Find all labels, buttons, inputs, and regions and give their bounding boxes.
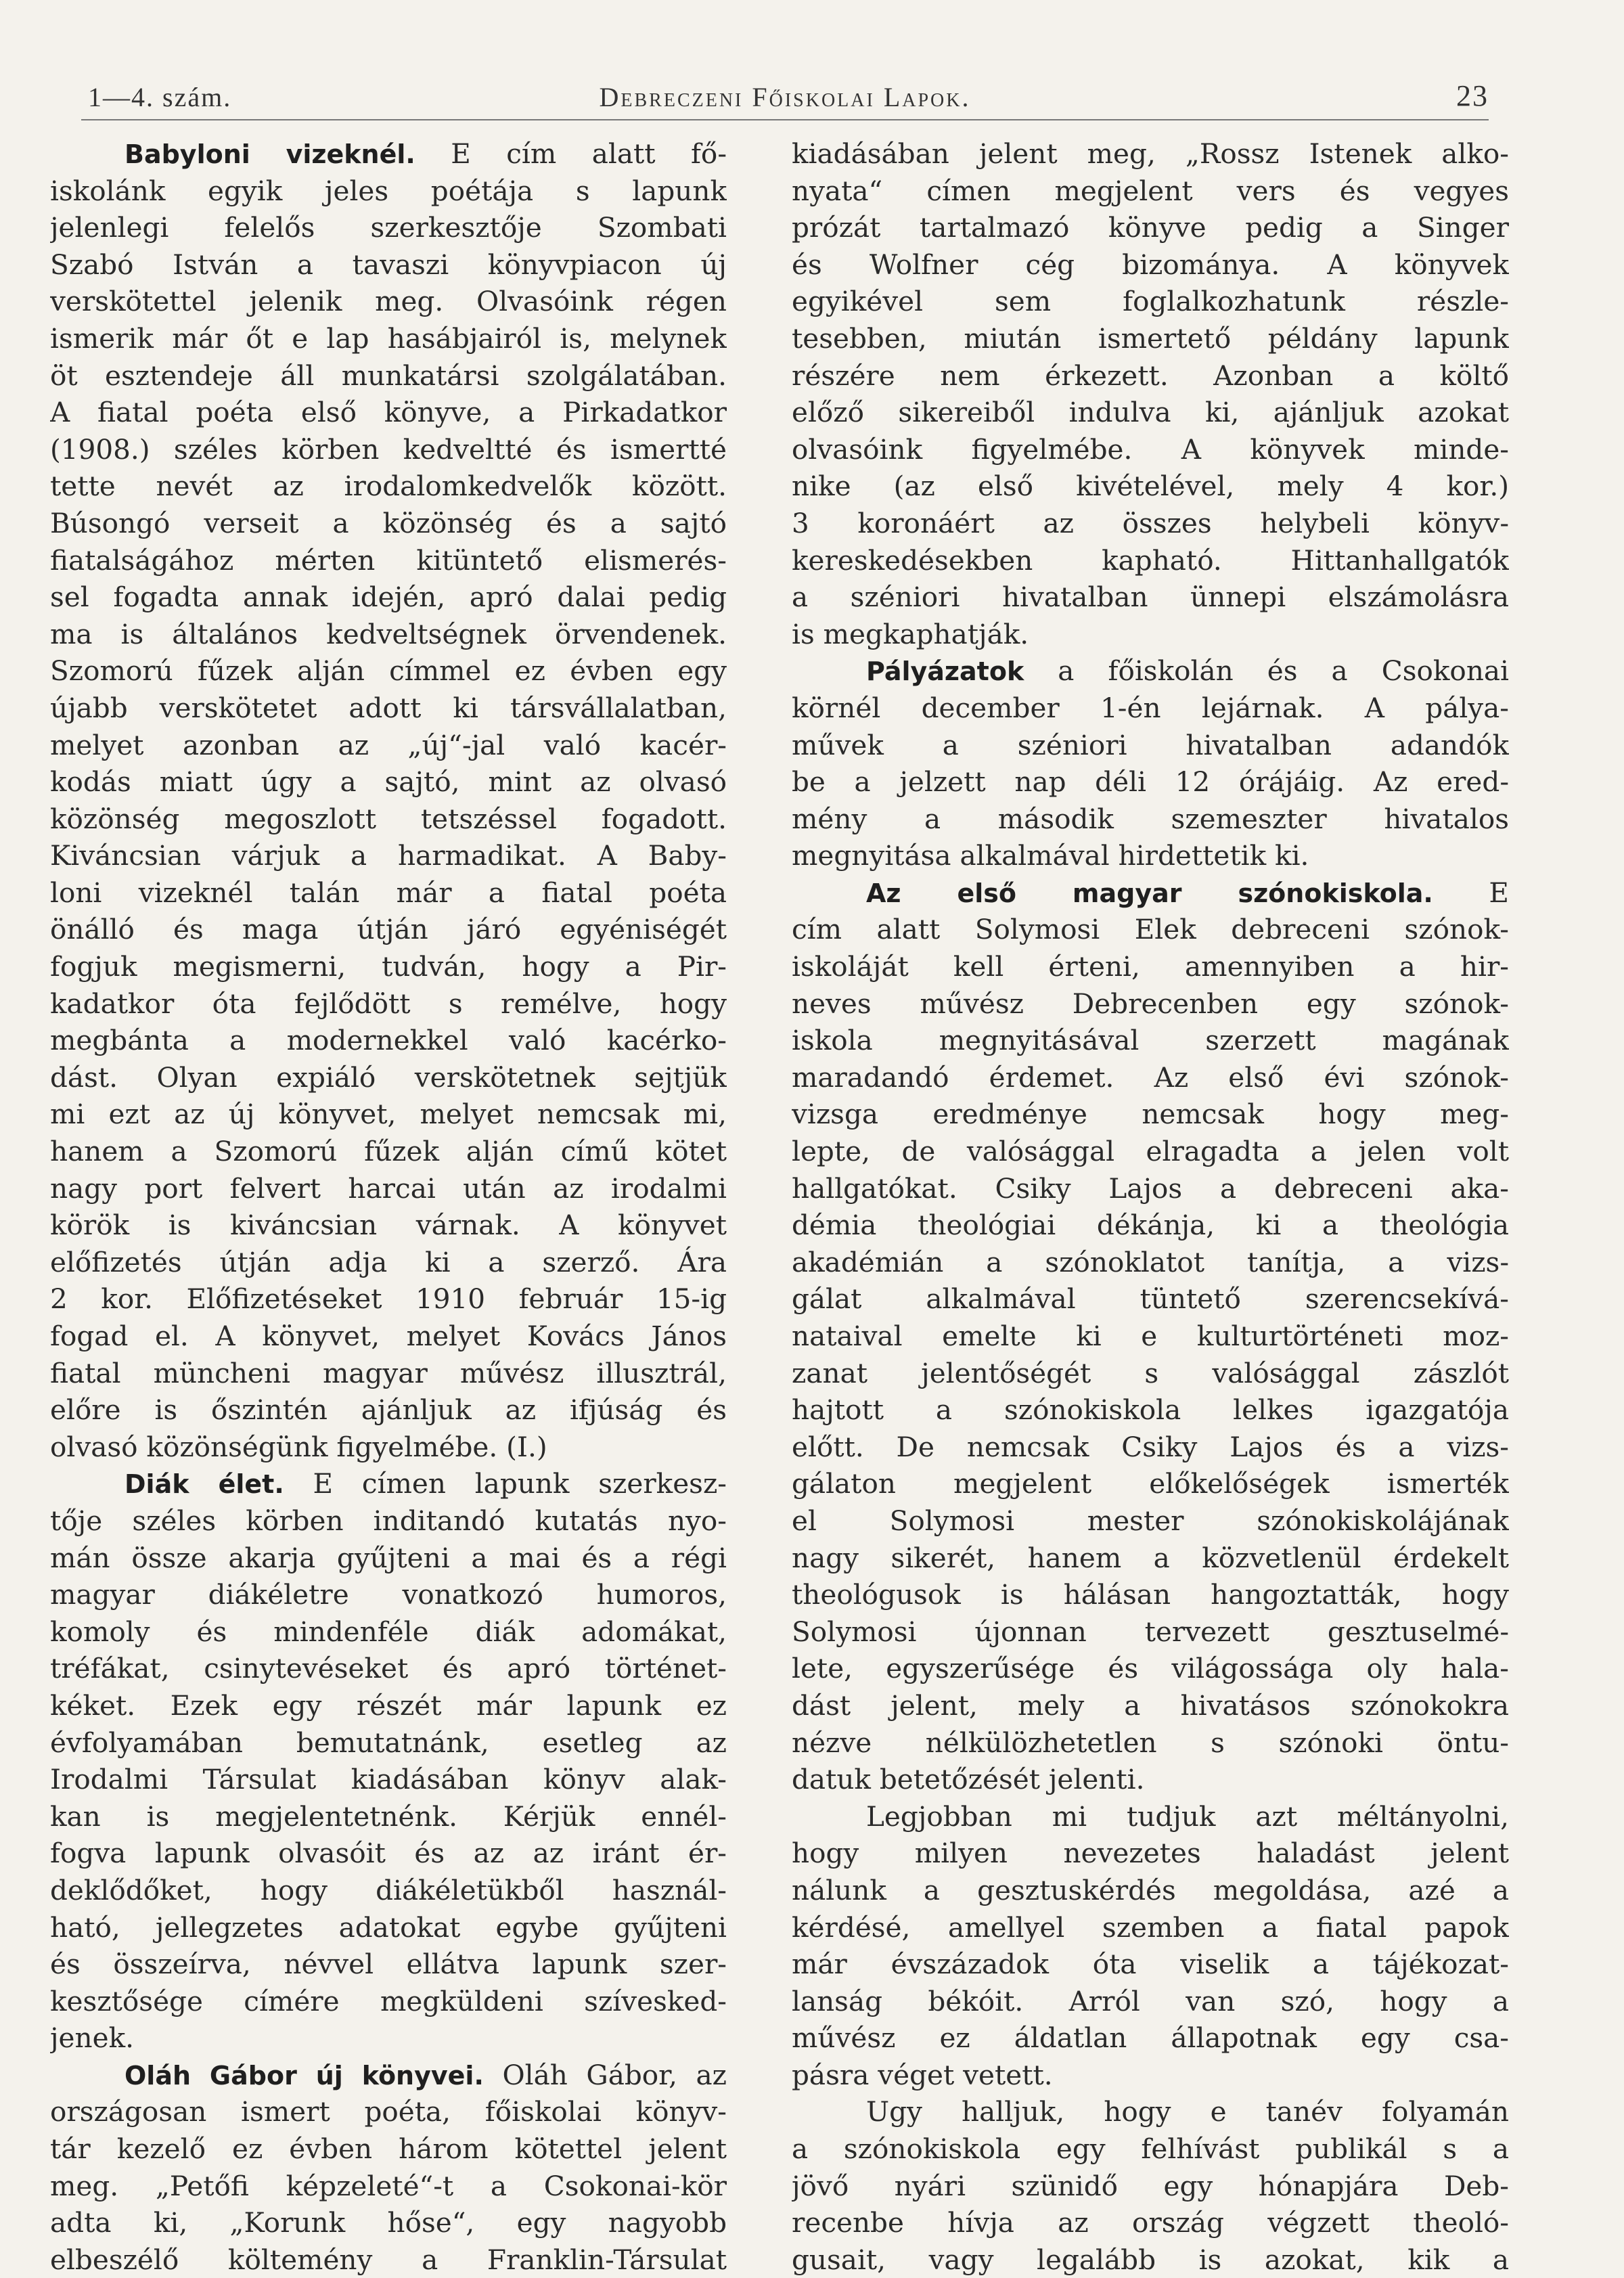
line-text: jelenlegi felelős szerkesztője Szombati <box>50 211 727 244</box>
line-text: Szomorú fűzek alján címmel ez évben egy <box>50 654 727 688</box>
text-line <box>792 209 1509 246</box>
line-text: már évszázadok óta viselik a tájékozat- <box>792 1948 1509 1981</box>
line-text: iskoláját kell érteni, amennyiben a hir- <box>792 950 1509 983</box>
text-line <box>792 135 1509 173</box>
line-text: és Wolfner cég bizománya. A könyvek <box>792 248 1509 281</box>
text-line <box>792 727 1509 764</box>
text-line <box>50 652 727 690</box>
text-line <box>792 1872 1509 1909</box>
text-line <box>50 246 727 284</box>
text-line <box>792 801 1509 838</box>
text-line <box>792 1355 1509 1392</box>
line-text: körnél december 1-én lejárnak. A pálya- <box>792 691 1509 724</box>
text-line <box>792 283 1509 320</box>
text-line <box>50 1835 727 1872</box>
text-line <box>50 2019 727 2057</box>
text-line <box>792 2241 1509 2278</box>
line-text: (1908.) széles körben kedveltté és ismertté <box>50 432 727 466</box>
line-text: előző sikereiből indulva ki, ajánljuk azokat <box>792 396 1509 429</box>
text-line <box>792 1576 1509 1613</box>
text-line <box>792 837 1509 874</box>
text-line <box>50 1540 727 1577</box>
text-line <box>50 2130 727 2168</box>
line-text: cím alatt Solymosi Elek debreceni szónok- <box>792 913 1509 946</box>
line-text: tette nevét az irodalomkedvelők között. <box>50 470 727 503</box>
left-column <box>50 135 727 2278</box>
text-line <box>50 837 727 874</box>
line-text: Oláh Gábor, az <box>483 2058 727 2091</box>
text-line <box>792 1761 1509 1798</box>
text-line <box>50 2204 727 2241</box>
text-line <box>50 763 727 801</box>
line-text: a főiskolán és a Csokonai <box>1024 654 1509 688</box>
line-text: olvasóink figyelmébe. A könyvek minde- <box>792 432 1509 466</box>
line-text: iskola megnyitásával szerzett magának <box>792 1024 1509 1057</box>
page-number: 23 <box>1456 79 1489 112</box>
text-line <box>50 1946 727 1983</box>
line-text: nálunk a gesztuskérdés megoldása, azé a <box>792 1873 1509 1906</box>
text-line <box>792 394 1509 431</box>
text-line <box>50 1280 727 1318</box>
line-text: hogy milyen nevezetes haladást jelent <box>792 1837 1509 1870</box>
line-text: újabb verskötetet adott ki társvállalatban, <box>50 691 727 724</box>
line-text: melyet azonban az „új“-jal való kacér- <box>50 728 727 761</box>
line-text: kodás miatt úgy a sajtó, mint az olvasó <box>50 765 727 799</box>
line-text: datuk betetőzését jelenti. <box>792 1763 1145 1796</box>
text-line <box>792 1391 1509 1429</box>
line-text: deklődőket, hogy diákéletükből használ- <box>50 1873 727 1906</box>
text-line <box>50 690 727 727</box>
line-text: művész ez áldatlan állapotnak egy csa- <box>792 2022 1509 2055</box>
text-line <box>50 394 727 431</box>
text-line <box>50 468 727 505</box>
text-line <box>792 1096 1509 1133</box>
line-text: gálat alkalmával tüntető szerencsekívá- <box>792 1282 1509 1316</box>
section-heading: Pályázatok <box>866 656 1024 687</box>
text-line <box>50 505 727 542</box>
line-text: nyata“ címen megjelent vers és vegyes <box>792 174 1509 207</box>
line-text: gusait, vagy legalább is azokat, kik a <box>792 2243 1509 2276</box>
text-line <box>50 1798 727 1835</box>
text-line <box>50 1872 727 1909</box>
line-text: theológusok is hálásan hangoztatták, hogy <box>792 1578 1509 1611</box>
line-text: jenek. <box>50 2022 134 2055</box>
line-text: Ugy halljuk, hogy e tanév folyamán <box>866 2095 1509 2128</box>
text-line <box>50 1983 727 2020</box>
line-text: akadémián a szónoklatot tanítja, a vizs- <box>792 1245 1509 1278</box>
line-text: nézve nélkülözhetetlen s szónoki öntu- <box>792 1726 1509 1759</box>
text-line <box>50 209 727 246</box>
text-line <box>50 542 727 579</box>
line-text: nataival emelte ki e kulturtörténeti moz- <box>792 1320 1509 1352</box>
text-line <box>50 1170 727 1207</box>
text-line <box>50 1909 727 1946</box>
text-line <box>50 948 727 985</box>
text-line <box>792 1170 1509 1207</box>
text-line <box>792 1650 1509 1687</box>
text-line <box>792 1502 1509 1540</box>
text-line <box>50 1391 727 1429</box>
line-text: E címen lapunk szerkesz- <box>284 1467 727 1500</box>
line-text: 3 koronáért az összes helybeli könyv- <box>792 506 1509 539</box>
text-line <box>50 1355 727 1392</box>
text-line <box>792 1983 1509 2020</box>
section-heading: Az első magyar szónokiskola. <box>866 878 1433 908</box>
line-text: önálló és maga útján járó egyéniségét <box>50 913 727 946</box>
section-heading: Diák élet. <box>125 1469 284 1500</box>
line-text: elbeszélő költemény a Franklin-Társulat <box>50 2243 727 2276</box>
line-text: lete, egyszerűsége és világossága oly hala- <box>792 1652 1509 1685</box>
line-text: Irodalmi Társulat kiadásában könyv alak- <box>50 1763 727 1796</box>
text-line <box>50 2241 727 2278</box>
line-text: Solymosi újonnan tervezett gesztuselmé- <box>792 1615 1509 1648</box>
text-line <box>792 1429 1509 1466</box>
line-text: kadatkor óta fejlődött s remélve, hogy <box>50 987 727 1020</box>
text-line <box>50 1724 727 1762</box>
line-text: a szónokiskola egy felhívást publikál s a <box>792 2132 1509 2166</box>
line-text: tője széles körben inditandó kutatás nyo- <box>50 1504 727 1537</box>
text-line <box>792 1318 1509 1355</box>
text-line <box>792 1724 1509 1762</box>
line-text: hallgatókat. Csiky Lajos a debreceni aka- <box>792 1171 1509 1205</box>
text-line <box>792 911 1509 948</box>
line-text: 2 kor. Előfizetéseket 1910 február 15-ig <box>50 1282 727 1316</box>
line-text: egyikével sem foglalkozhatunk részle- <box>792 285 1509 318</box>
text-line <box>792 874 1509 912</box>
text-line <box>792 1613 1509 1651</box>
text-line <box>792 2130 1509 2168</box>
text-line <box>50 1022 727 1059</box>
text-line <box>792 1909 1509 1946</box>
text-line <box>792 173 1509 210</box>
text-line <box>50 1687 727 1724</box>
line-text: pásra véget vetett. <box>792 2058 1053 2091</box>
text-line <box>50 320 727 357</box>
text-line <box>792 985 1509 1023</box>
text-line <box>792 763 1509 801</box>
text-line <box>50 283 727 320</box>
text-line <box>792 1946 1509 1983</box>
line-text: tár kezelő ez évben három kötettel jelent <box>50 2132 727 2166</box>
line-text: Búsongó verseit a közönség és a sajtó <box>50 506 727 539</box>
text-line <box>792 357 1509 395</box>
section-heading: Oláh Gábor új könyvei. <box>125 2060 484 2091</box>
line-text: tréfákat, csinytevéseket és apró történet- <box>50 1652 727 1685</box>
line-text: körök is kiváncsian várnak. A könyvet <box>50 1209 727 1242</box>
line-text: ható, jellegzetes adatokat egybe gyűjteni <box>50 1911 727 1944</box>
line-text: ma is általános kedveltségnek örvendenek. <box>50 617 727 650</box>
text-line <box>792 616 1509 653</box>
line-text: közönség megoszlott tetszéssel fogadott. <box>50 802 727 835</box>
line-text: kiadásában jelent meg, „Rossz Istenek alko- <box>792 137 1509 170</box>
text-line <box>50 1429 727 1466</box>
line-text: olvasó közönségünk figyelmébe. (I.) <box>50 1430 547 1463</box>
line-text: E <box>1433 876 1509 909</box>
line-text: országosan ismert poéta, főiskolai könyv- <box>50 2095 727 2128</box>
text-line <box>792 2204 1509 2241</box>
text-line <box>50 1207 727 1244</box>
text-line <box>792 468 1509 505</box>
line-text: be a jelzett nap déli 12 órájáig. Az ered- <box>792 765 1509 799</box>
line-text: Szabó István a tavaszi könyvpiacon új <box>50 248 727 281</box>
text-line <box>50 2168 727 2205</box>
text-line <box>792 2057 1509 2094</box>
journal-title: Debreczeni Főiskolai Lapok. <box>599 82 971 112</box>
line-text: nike (az első kivételével, mely 4 kor.) <box>792 470 1509 503</box>
text-line <box>792 1540 1509 1577</box>
line-text: mi ezt az új könyvet, melyet nemcsak mi, <box>50 1098 727 1131</box>
line-text: kereskedésekben kapható. Hittanhallgatók <box>792 543 1509 577</box>
line-text: kéket. Ezek egy részét már lapunk ez <box>50 1689 727 1722</box>
line-text: évfolyamában bemutatnánk, esetleg az <box>50 1726 727 1759</box>
issue-number: 1—4. szám. <box>88 82 232 112</box>
text-line <box>50 1761 727 1798</box>
text-line <box>792 542 1509 579</box>
line-text: vizsga eredménye nemcsak hogy meg- <box>792 1098 1509 1131</box>
line-text: el Solymosi mester szónokiskolájának <box>792 1504 1509 1537</box>
line-text: mán össze akarja gyűjteni a mai és a régi <box>50 1541 727 1574</box>
text-line <box>50 579 727 616</box>
line-text: kérdésé, amellyel szemben a fiatal papok <box>792 1911 1509 1944</box>
text-line <box>50 1502 727 1540</box>
line-text: a széniori hivatalban ünnepi elszámolásra <box>792 581 1509 614</box>
line-text: sel fogadta annak idején, apró dalai pedig <box>50 581 727 614</box>
text-line <box>50 1576 727 1613</box>
line-text: fiatal müncheni magyar művész illusztrál, <box>50 1356 727 1389</box>
line-text: fogjuk megismerni, tudván, hogy a Pir- <box>50 950 727 983</box>
text-line <box>792 1059 1509 1096</box>
text-line <box>792 948 1509 985</box>
text-line <box>792 246 1509 284</box>
line-text: démia theológiai dékánja, ki a theológia <box>792 1209 1509 1242</box>
text-line <box>50 801 727 838</box>
line-text: kan is megjelentetnénk. Kérjük ennél- <box>50 1800 727 1833</box>
text-line <box>50 2093 727 2130</box>
text-line <box>50 1650 727 1687</box>
text-line <box>792 652 1509 690</box>
text-line <box>50 1244 727 1281</box>
line-text: fogva lapunk olvasóit és az az iránt ér- <box>50 1837 727 1870</box>
text-line <box>50 911 727 948</box>
text-line <box>792 1835 1509 1872</box>
text-line <box>50 135 727 173</box>
line-text: komoly és mindenféle diák adomákat, <box>50 1615 727 1648</box>
line-text: tesebben, miután ismertető példány lapunk <box>792 321 1509 355</box>
line-text: előtt. De nemcsak Csiky Lajos és a vizs- <box>792 1430 1509 1463</box>
line-text: megbánta a modernekkel való kacérko- <box>50 1024 727 1057</box>
text-line <box>792 1133 1509 1170</box>
text-line <box>50 1059 727 1096</box>
line-text: öt esztendeje áll munkatársi szolgálatában. <box>50 359 727 392</box>
line-text: zanat jelentőségét s valósággal zászlót <box>792 1356 1509 1389</box>
line-text: megnyitása alkalmával hirdettetik ki. <box>792 839 1309 872</box>
text-line <box>792 2093 1509 2130</box>
line-text: lepte, de valósággal elragadta a jelen volt <box>792 1135 1509 1168</box>
line-text: recenbe hívja az ország végzett theoló- <box>792 2206 1509 2239</box>
line-text: hajtott a szónokiskola lelkes igazgatója <box>792 1393 1509 1427</box>
line-text: prózát tartalmazó könyve pedig a Singer <box>792 211 1509 244</box>
line-text: Kiváncsian várjuk a harmadikat. A Baby- <box>50 839 727 872</box>
line-text: magyar diákéletre vonatkozó humoros, <box>50 1578 727 1611</box>
text-line <box>50 874 727 912</box>
text-line <box>50 727 727 764</box>
text-line <box>792 1022 1509 1059</box>
line-text: is megkaphatják. <box>792 617 1029 650</box>
text-line <box>792 1280 1509 1318</box>
text-line <box>792 2168 1509 2205</box>
line-text: mény a második szemeszter hivatalos <box>792 802 1509 835</box>
text-line <box>792 579 1509 616</box>
text-line <box>50 2057 727 2094</box>
text-line <box>792 505 1509 542</box>
line-text: nagy port felvert harcai után az irodalmi <box>50 1171 727 1205</box>
line-text: Legjobban mi tudjuk azt méltányolni, <box>866 1800 1509 1833</box>
line-text: neves művész Debrecenben egy szónok- <box>792 987 1509 1020</box>
line-text: előre is őszintén ajánljuk az ifjúság és <box>50 1393 727 1427</box>
page-header <box>81 76 1489 116</box>
text-line <box>792 320 1509 357</box>
line-text: iskolánk egyik jeles poétája s lapunk <box>50 174 727 207</box>
text-line <box>792 1798 1509 1835</box>
text-line <box>50 1318 727 1355</box>
line-text: maradandó érdemet. Az első évi szónok- <box>792 1060 1509 1094</box>
section-heading: Babyloni vizeknél. <box>125 139 415 169</box>
line-text: dást. Olyan expiáló verskötetnek sejtjük <box>50 1060 727 1094</box>
line-text: fogad el. A könyvet, melyet Kovács János <box>50 1320 727 1352</box>
line-text: kesztősége címére megküldeni szívesked- <box>50 1984 727 2017</box>
text-line <box>792 1244 1509 1281</box>
text-line <box>792 1687 1509 1724</box>
text-line <box>792 1207 1509 1244</box>
right-column <box>792 135 1509 2278</box>
text-line <box>50 616 727 653</box>
text-line <box>792 2019 1509 2057</box>
text-line <box>50 173 727 210</box>
line-text: jövő nyári szünidő egy hónapjára Deb- <box>792 2169 1509 2202</box>
line-text: nagy sikerét, hanem a közvetlenül érdekelt <box>792 1541 1509 1574</box>
line-text: loni vizeknél talán már a fiatal poéta <box>50 876 727 909</box>
line-text: művek a széniori hivatalban adandók <box>792 728 1509 761</box>
line-text: ismerik már őt e lap hasábjairól is, melynek <box>50 321 727 355</box>
line-text: meg. „Petőfi képzeleté“-t a Csokonai-kör <box>50 2169 727 2202</box>
line-text: és összeírva, névvel ellátva lapunk szer- <box>50 1948 727 1981</box>
text-line <box>792 1465 1509 1502</box>
text-line <box>50 357 727 395</box>
line-text: E cím alatt fő- <box>415 137 727 170</box>
line-text: verskötettel jelenik meg. Olvasóink régen <box>50 285 727 318</box>
line-text: előfizetés útján adja ki a szerző. Ára <box>50 1245 727 1278</box>
line-text: adta ki, „Korunk hőse“, egy nagyobb <box>50 2206 727 2239</box>
text-line <box>792 690 1509 727</box>
text-line <box>50 1096 727 1133</box>
text-line <box>50 985 727 1023</box>
line-text: hanem a Szomorú fűzek alján című kötet <box>50 1135 727 1168</box>
line-text: részére nem érkezett. Azonban a költő <box>792 359 1509 392</box>
text-line <box>50 431 727 468</box>
line-text: gálaton megjelent előkelőségek ismerték <box>792 1467 1509 1500</box>
line-text: dást jelent, mely a hivatásos szónokokra <box>792 1689 1509 1722</box>
text-line <box>50 1465 727 1502</box>
text-line <box>50 1133 727 1170</box>
line-text: lanság békóit. Arról van szó, hogy a <box>792 1984 1509 2017</box>
line-text: fiatalságához mérten kitüntető elismerés- <box>50 543 727 577</box>
text-line <box>50 1613 727 1651</box>
line-text: A fiatal poéta első könyve, a Pirkadatkor <box>50 396 727 429</box>
header-rule <box>81 119 1489 120</box>
text-line <box>792 431 1509 468</box>
